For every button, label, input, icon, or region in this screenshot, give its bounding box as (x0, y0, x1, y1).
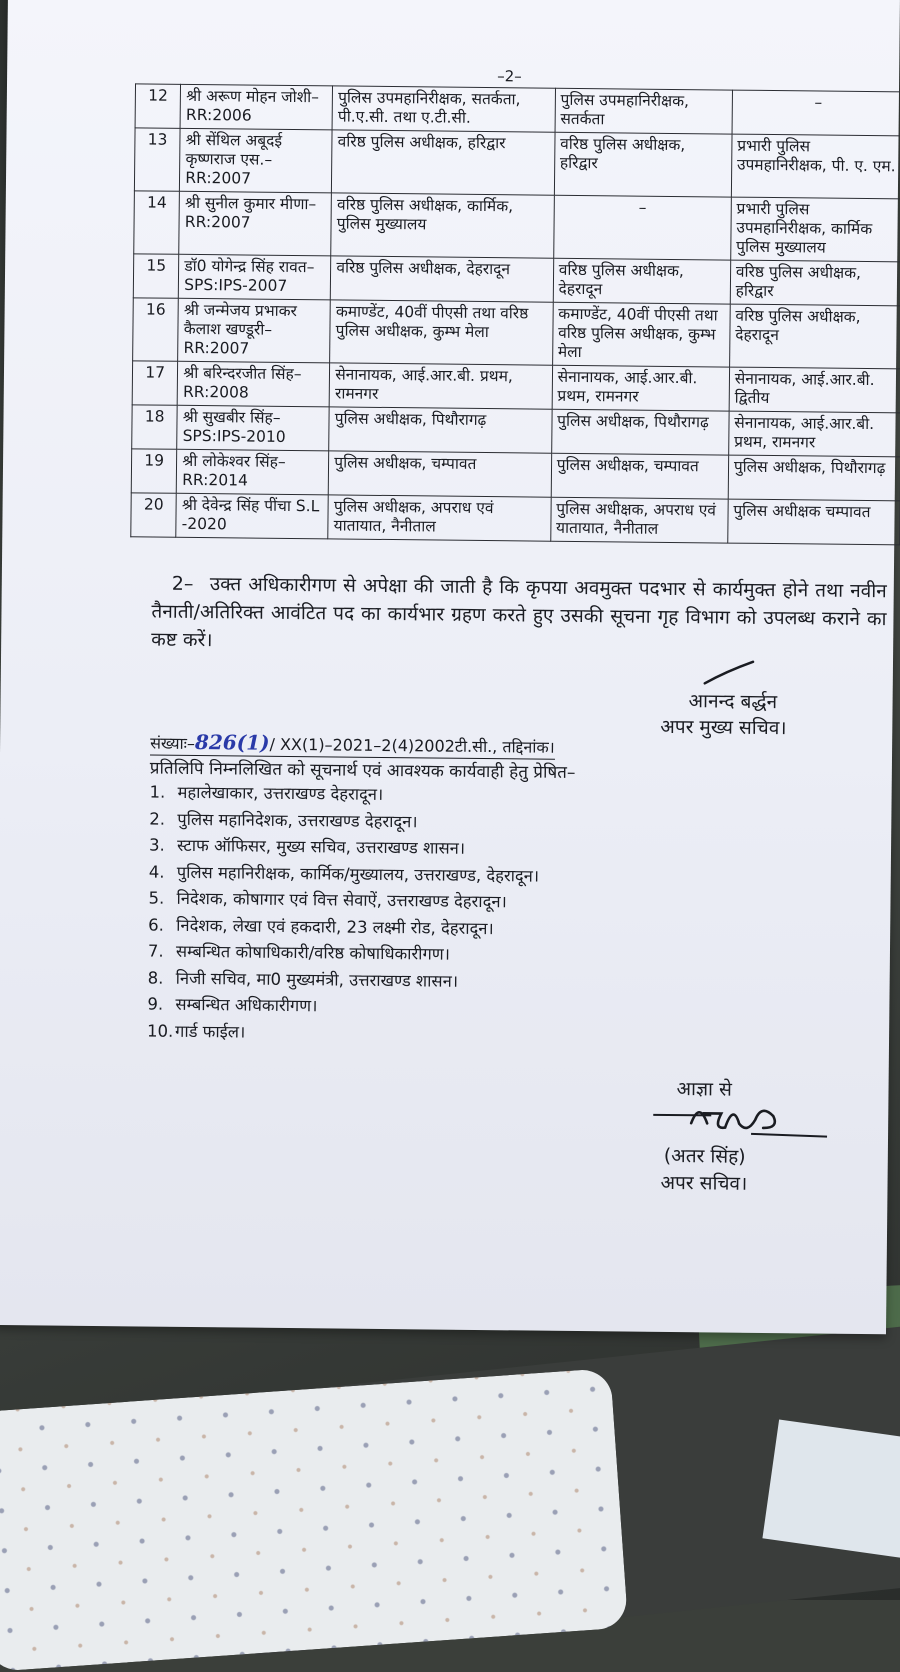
reference-label: संख्याः– (150, 733, 196, 753)
serial-number-cell (132, 361, 178, 405)
current-post-cell-text: वरिष्ठ पुलिस अधीक्षक, हरिद्वार (337, 132, 506, 153)
additional-charge-cell-text: पुलिस अधीक्षक, पिथौरागढ़ (733, 457, 886, 478)
serial-number-cell (131, 449, 177, 493)
officer-name-cell (180, 84, 332, 130)
recipient-text: पुलिस महानिदेशक, उत्तराखण्ड देहरादून। (177, 809, 418, 831)
new-post-cell-text: कमाण्डेंट, 40वीं पीएसी तथा वरिष्ठ पुलिस अधीक्षक, कुम्भ मेला (557, 304, 718, 362)
reference-rest: / XX(1)–2021–2(4)2002टी.सी., तद्दिनांक। (269, 734, 555, 757)
recipient-number: 10. (147, 1021, 174, 1041)
recipient-text: गार्ड फाईल। (175, 1021, 246, 1042)
officer-name: (अतर सिंह) (663, 1144, 746, 1168)
new-post-cell-text: पुलिस अधीक्षक, चम्पावत (556, 455, 699, 476)
officer-name-cell (180, 128, 333, 193)
copy-recipients-list (147, 780, 540, 1049)
current-post-cell (331, 193, 554, 258)
list-item (147, 1018, 538, 1049)
serial-number-cell-text: 16 (145, 300, 166, 319)
additional-charge-cell (730, 260, 900, 306)
officer-name-cell (177, 449, 329, 495)
new-post-cell-text: पुलिस अधीक्षक, अपराध एवं यातायात, नैनीताल (556, 499, 717, 538)
officer-name-cell-text: श्री सुनील कुमार मीणा– RR:2007 (184, 193, 317, 232)
additional-charge-cell (731, 134, 900, 199)
serial-number-cell (134, 128, 180, 191)
new-post-cell-text: पुलिस उपमहानिरीक्षक, सतर्कता (560, 90, 690, 129)
serial-number-cell-text: 14 (146, 193, 167, 212)
officer-name-cell-text: श्री बरिन्दरजीत सिंह– RR:2008 (182, 363, 302, 402)
officer-designation: अपर सचिव। (660, 1171, 748, 1195)
current-post-cell (329, 407, 552, 453)
officer-name-cell-text: श्री सेंथिल अबूदई कृष्णराज एस.– RR:2007 (185, 130, 283, 188)
recipient-text: निदेशक, लेखा एवं हकदारी, 23 लक्ष्मी रोड, देहरादून। (176, 915, 494, 938)
list-item (149, 806, 540, 837)
page-number: –2– (497, 67, 522, 86)
additional-charge-cell (728, 455, 900, 501)
serial-number-cell (131, 493, 177, 537)
current-post-cell-text: सेनानायक, आई.आर.बी. प्रथम, रामनगर (334, 365, 513, 403)
signatory-name: आनन्द बर्द्धन (688, 690, 778, 714)
new-post-cell-text: वरिष्ठ पुलिस अधीक्षक, देहरादून (558, 260, 685, 299)
additional-charge-cell-text: सेनानायक, आई.आर.बी. प्रथम, रामनगर (734, 413, 875, 452)
current-post-cell (328, 451, 551, 497)
officer-name-cell-text: श्री अरूण मोहन जोशी– RR:2006 (185, 86, 320, 125)
handwritten-reference-number: 826(1) (194, 729, 270, 755)
signature-mark (701, 657, 761, 688)
serial-number-cell-text: 19 (144, 451, 165, 470)
officer-name-cell-text: श्री देवेन्द्र सिंह पींचा S.L -2020 (181, 495, 320, 534)
new-post-cell (555, 88, 733, 134)
recipient-text: महालेखाकार, उत्तराखण्ड देहरादून। (177, 782, 384, 804)
new-post-cell (554, 132, 732, 197)
list-item (148, 965, 539, 996)
additional-charge-cell-text: – (814, 93, 823, 112)
new-post-cell (551, 453, 729, 499)
current-post-cell-text: पुलिस अधीक्षक, अपराध एवं यातायात, नैनीताल (333, 497, 494, 536)
recipient-number: 3. (148, 835, 165, 855)
handwritten-initials (651, 1093, 832, 1145)
officer-name-cell (176, 493, 328, 539)
current-post-cell-text: पुलिस अधीक्षक, चम्पावत (334, 453, 477, 473)
recipient-number: 5. (148, 888, 165, 908)
additional-charge-cell-text: पुलिस अधीक्षक चम्पावत (733, 501, 871, 522)
officer-name-cell (179, 191, 332, 256)
table-row (134, 128, 900, 199)
recipient-text: निदेशक, कोषागार एवं वित्त सेवाऐं, उत्तराखण्ड देहरादून। (176, 888, 507, 912)
serial-number-cell-text: 13 (147, 130, 168, 149)
new-post-cell-text: सेनानायक, आई.आर.बी. प्रथम, रामनगर (557, 367, 698, 406)
officer-name-cell (179, 254, 331, 300)
additional-charge-cell (731, 197, 900, 262)
serial-number-cell (133, 254, 179, 298)
table-row (133, 298, 900, 369)
current-post-cell (329, 363, 552, 409)
recipient-number: 8. (147, 968, 164, 988)
additional-charge-cell-text: प्रभारी पुलिस उपमहानिरीक्षक, कार्मिक पुलिस मुख्यालय (736, 199, 873, 257)
new-post-cell-text: पुलिस अधीक्षक, पिथौरागढ़ (557, 411, 709, 432)
officer-name-cell-text: डॉ0 योगेन्द्र सिंह रावत– SPS:IPS-2007 (184, 256, 315, 295)
serial-number-cell (132, 405, 178, 449)
additional-charge-cell-text: वरिष्ठ पुलिस अधीक्षक, देहरादून (735, 306, 861, 345)
postings-table-body (131, 84, 900, 545)
new-post-cell (553, 195, 731, 260)
signatory-designation: अपर मुख्य सचिव। (660, 715, 787, 740)
current-post-cell (328, 495, 551, 541)
recipient-number: 2. (149, 809, 166, 829)
instruction-paragraph (151, 570, 887, 662)
new-post-cell-text: वरिष्ठ पुलिस अधीक्षक, हरिद्वार (559, 134, 686, 173)
recipient-number: 7. (147, 941, 164, 961)
list-item (149, 833, 540, 864)
recipient-text: पुलिस महानिरीक्षक, कार्मिक/मुख्यालय, उत्तराखण्ड, देहरादून। (176, 862, 540, 886)
serial-number-cell (135, 84, 181, 128)
recipient-number: 9. (147, 994, 164, 1014)
recipient-text: स्टाफ ऑफिसर, मुख्य सचिव, उत्तराखण्ड शासन। (176, 835, 466, 858)
officer-name-cell (177, 361, 329, 407)
list-item (149, 859, 540, 890)
serial-number-cell (133, 298, 179, 361)
serial-number-cell-text: 20 (143, 495, 164, 514)
additional-charge-cell (729, 367, 900, 413)
serial-number-cell-text: 15 (146, 256, 167, 275)
table-row (134, 191, 900, 262)
officer-name-cell (177, 405, 329, 451)
additional-charge-cell (729, 304, 900, 369)
additional-charge-cell (728, 499, 900, 545)
current-post-cell (332, 86, 555, 132)
officer-name-cell-text: श्री सुखबीर सिंह– SPS:IPS-2010 (182, 407, 286, 446)
current-post-cell-text: कमाण्डेंट, 40वीं पीएसी तथा वरिष्ठ पुलिस अधीक्षक, कुम्भ मेला (335, 302, 529, 342)
paragraph-text: उक्त अधिकारीगण से अपेक्षा की जाती है कि कृपया अवमुक्त पदभार से कार्यमुक्त होने तथा नवीन तैनाती/अतिरिक्त आवंटित पद का कार्यभार ग्रहण करते हुए उसकी सूचना गृह विभाग को उपलब्ध कराने का कष्ट करें। (151, 573, 887, 652)
background-patterned-fabric (0, 1368, 628, 1672)
current-post-cell-text: पुलिस उपमहानिरीक्षक, सतर्कता, पी.ए.सी. तथा ए.टी.सी. (337, 88, 521, 127)
list-item (148, 886, 539, 917)
new-post-cell-text: – (638, 198, 647, 217)
recipient-number: 1. (149, 782, 166, 802)
list-item (148, 939, 539, 970)
additional-charge-cell (729, 411, 900, 457)
recipient-number: 4. (148, 862, 165, 882)
paragraph-number: 2– (171, 572, 194, 595)
serial-number-cell-text: 17 (145, 363, 166, 382)
recipient-text: सम्बन्धित कोषाधिकारी/वरिष्ठ कोषाधिकारीगण। (175, 941, 451, 964)
current-post-cell-text: वरिष्ठ पुलिस अधीक्षक, देहरादून (336, 258, 511, 279)
serial-number-cell-text: 12 (148, 86, 168, 105)
list-item (148, 912, 539, 943)
new-post-cell (550, 497, 728, 543)
list-item (149, 780, 540, 811)
officer-name-cell-text: श्री जन्मेजय प्रभाकर कैलाश खण्डूरी– RR:2007 (183, 300, 298, 358)
new-post-cell (553, 258, 731, 304)
background-tissue (762, 1419, 900, 1560)
list-item (147, 992, 538, 1023)
additional-charge-cell (732, 90, 900, 136)
by-order-text: आज्ञा से (676, 1078, 733, 1101)
additional-charge-cell-text: प्रभारी पुलिस उपमहानिरीक्षक, पी. ए. एम. (736, 136, 896, 176)
current-post-cell-text: वरिष्ठ पुलिस अधीक्षक, कार्मिक, पुलिस मुख्यालय (336, 195, 514, 234)
copy-to-intro: प्रतिलिपि निम्नलिखित को सूचनार्थ एवं आवश्यक कार्यवाही हेतु प्रेषित– (149, 758, 576, 783)
new-post-cell (552, 302, 730, 367)
officer-name-cell (178, 298, 331, 363)
postings-table (130, 83, 900, 545)
serial-number-cell (134, 191, 180, 254)
recipient-number: 6. (148, 915, 165, 935)
additional-charge-cell-text: सेनानायक, आई.आर.बी. द्वितीय (734, 369, 875, 407)
officer-name-cell-text: श्री लोकेश्वर सिंह– RR:2014 (182, 451, 286, 490)
new-post-cell (552, 365, 730, 411)
current-post-cell-text: पुलिस अधीक्षक, पिथौरागढ़ (334, 409, 487, 430)
current-post-cell (332, 130, 555, 195)
additional-charge-cell-text: वरिष्ठ पुलिस अधीक्षक, हरिद्वार (735, 262, 862, 301)
current-post-cell (330, 300, 553, 365)
new-post-cell (551, 409, 729, 455)
recipient-text: सम्बन्धित अधिकारीगण। (175, 994, 318, 1016)
table-row (131, 493, 900, 545)
serial-number-cell-text: 18 (144, 407, 165, 426)
recipient-text: निजी सचिव, मा0 मुख्यमंत्री, उत्तराखण्ड शासन। (175, 968, 459, 991)
current-post-cell (331, 256, 554, 302)
